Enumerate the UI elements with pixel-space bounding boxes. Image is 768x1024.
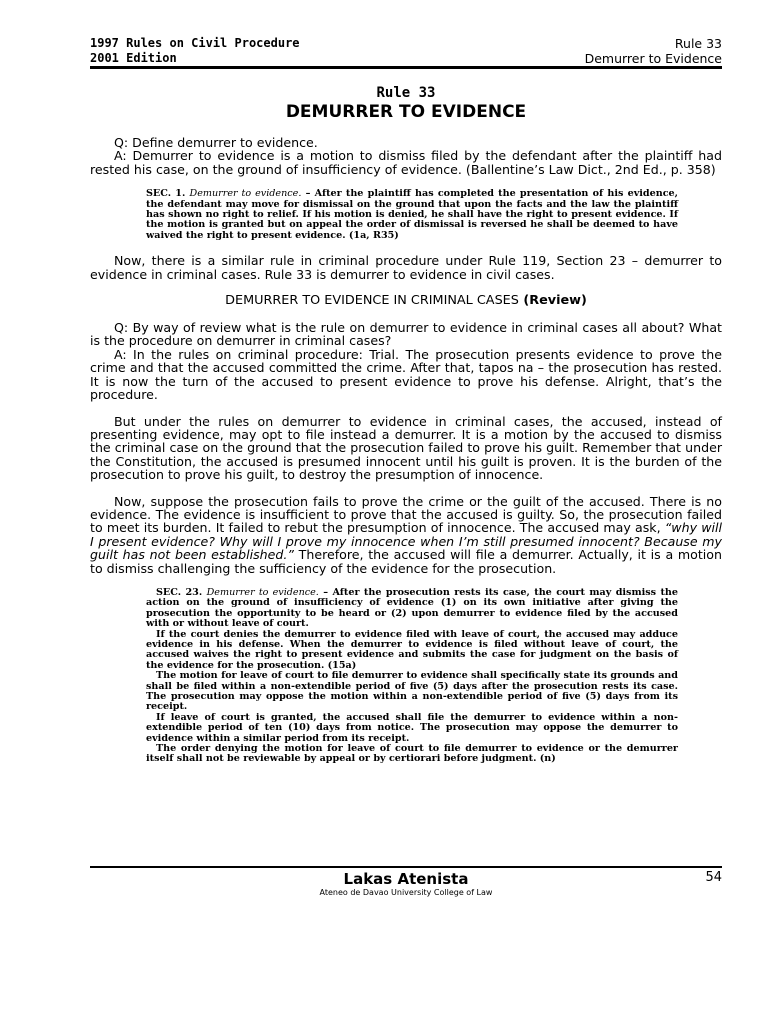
header-book-title: 1997 Rules on Civil Procedure xyxy=(90,36,300,50)
subheading-main: DEMURRER TO EVIDENCE IN CRIMINAL CASES xyxy=(225,293,519,309)
rule-number-heading: Rule 33 xyxy=(376,85,436,101)
sec23-text-1: – After the prosecution rests its case, the court may dismiss the action on the ground of insufficiency of evidence (1) on its own initiative after giving the prosecution the opportunity to be heard or (2) upon demurrer to evidence filed by the accused with or without leave of court. xyxy=(146,586,678,630)
paragraph-similar-rule: Now, there is a similar rule in criminal procedure under Rule 119, Section 23 – demurrer to evidence in criminal cases. Rule 33 is demurrer to evidence in civil cases. xyxy=(90,253,722,282)
section-1-quote xyxy=(146,189,678,241)
sec23-paragraph-2: If the court denies the demurrer to evidence filed with leave of court, the accused may adduce evidence in his defense. When the demurrer to evidence is filed without leave of court, the accused waives the right to present evidence and submits the case for judgment on the basis of the evidence for the prosecution. (15a) xyxy=(146,628,678,671)
header-rule-name: Demurrer to Evidence xyxy=(584,51,722,66)
page-footer xyxy=(90,866,722,926)
sec1-title: Demurrer to evidence. xyxy=(189,188,302,200)
paragraph-now xyxy=(90,495,722,575)
sec23-paragraph-5: The order denying the motion for leave of court to file demurrer to evidence or the demurrer itself shall not be reviewable by appeal or by certiorari before judgment. (n) xyxy=(146,743,678,765)
paragraph-now-a: Now, suppose the prosecution fails to prove the crime or the guilt of the accused. There is no evidence. The evidence is insufficient to prove that the accused is guilty. So, the prosecution failed to meet its burden. It failed to rebut the presumption of innocence. The accused may ask, xyxy=(90,493,722,536)
section-23-quote xyxy=(146,588,678,765)
subheading xyxy=(90,294,722,308)
rule-title-heading: DEMURRER TO EVIDENCE xyxy=(285,102,527,122)
paragraph-but: But under the rules on demurrer to evidence in criminal cases, the accused, instead of presenting evidence, may opt to file instead a demurrer. It is a motion by the accused to dismiss the criminal case on the ground that the prosecution failed to prove his guilt. Remember that under the Constitution, the accused is presumed innocent until his guilt is proven. It is the burden of the prosecution to prove his guilt, to destroy the presumption of innocence. xyxy=(90,413,722,483)
sec23-title: Demurrer to evidence. xyxy=(206,586,319,598)
paragraph-now-quote: “why will I present evidence? Why will I prove my innocence when I’m still presumed innocent? Because my guilt has not been established.” xyxy=(90,520,722,563)
header-edition: 2001 Edition xyxy=(90,51,177,65)
sec23-paragraph-4: If leave of court is granted, the accused shall file the demurrer to evidence within a non-extendible period of ten (10) days from notice. The prosecution may oppose the demurrer to evidence within a similar period from its receipt. xyxy=(146,711,678,744)
footer-title: Lakas Atenista xyxy=(343,870,469,888)
question-1: Q: Define demurrer to evidence. xyxy=(114,135,318,150)
sec1-label: SEC. 1. xyxy=(146,188,186,200)
paragraph-now-b: Therefore, the accused will file a demurrer. Actually, it is a motion to dismiss challenging the sufficiency of the evidence for the prosecution. xyxy=(90,547,722,576)
footer-divider xyxy=(90,866,722,868)
document-body xyxy=(90,136,722,765)
footer-subtitle: Ateneo de Davao University College of Law xyxy=(319,888,493,897)
answer-2: A: In the rules on criminal procedure: Trial. The prosecution presents evidence to prove the crime and that the accused committed the crime. After that, tapos na – the prosecution has rested. It is now the turn of the accused to present evidence to prove his defense. Alright, that’s the procedure. xyxy=(90,346,722,403)
header-rule-number: Rule 33 xyxy=(674,36,722,51)
answer-1: A: Demurrer to evidence is a motion to dismiss filed by the defendant after the plaintiff had rested his case, on the ground of insufficiency of evidence. (Ballentine’s Law Dict., 2nd Ed., p. 358) xyxy=(90,148,722,177)
sec23-paragraph-3: The motion for leave of court to file demurrer to evidence shall specifically state its grounds and shall be filed within a non-extendible period of five (5) days after the prosecution rests its case. The prosecution may oppose the motion within a non-extendible period of five (5) days from its receipt. xyxy=(146,670,678,713)
question-2: Q: By way of review what is the rule on demurrer to evidence in criminal cases all about? What is the procedure on demurrer in criminal cases? xyxy=(90,320,722,349)
subheading-suffix: (Review) xyxy=(518,293,587,309)
sec23-paragraph-1 xyxy=(146,588,678,630)
page-number: 54 xyxy=(705,870,722,885)
rule-heading xyxy=(90,40,722,123)
sec1-text: – After the plaintiff has completed the presentation of his evidence, the defendant may move for dismissal on the ground that upon the facts and the law the plaintiff has shown no right to relief. If his motion is denied, he shall have the right to present evidence. If the motion is granted but on appeal the order of dismissal is reversed he shall be deemed to have waived the right to present evidence. (1a, R35) xyxy=(146,188,678,241)
sec23-label: SEC. 23. xyxy=(156,586,203,598)
